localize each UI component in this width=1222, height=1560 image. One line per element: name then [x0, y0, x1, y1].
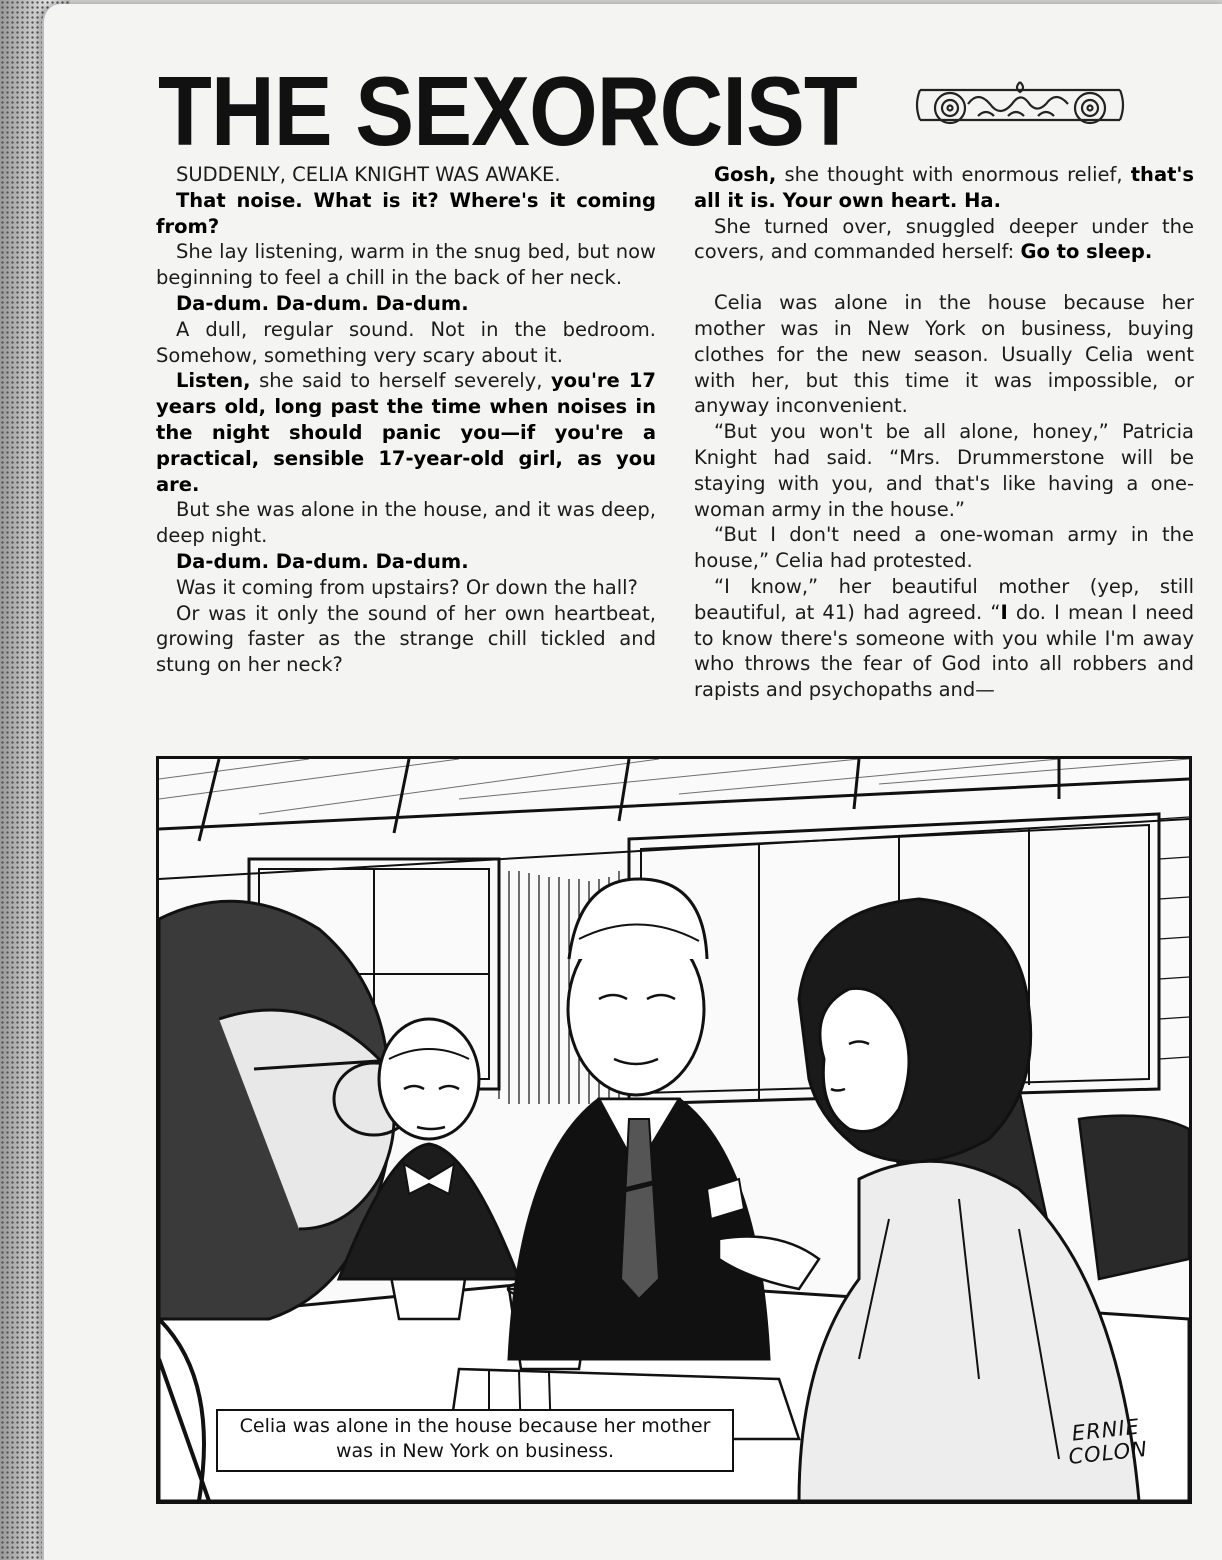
article-column-left	[156, 162, 656, 678]
article-paragraph	[156, 575, 656, 601]
article-title: THE SEXORCIST	[158, 56, 857, 166]
article-paragraph	[156, 291, 656, 317]
text-run: Was it coming from upstairs? Or down the hall?	[176, 575, 638, 599]
article-paragraph	[156, 317, 656, 369]
bold-text-run: Da-dum. Da-dum. Da-dum.	[176, 549, 469, 573]
text-run: “I know,” her beautiful mother (yep, still beautiful, at 41) had agreed. “	[694, 574, 1194, 624]
artist-signature-line-2: COLON	[1067, 1436, 1149, 1470]
text-run: do. I mean I need to know there's someone with you while I'm away who throws the fear of God into all robbers and rapists and psychopaths and—	[694, 600, 1194, 702]
text-run: She turned over, snuggled deeper under the covers, and commanded herself:	[694, 214, 1194, 264]
article-paragraph	[694, 574, 1194, 703]
article-paragraph	[156, 368, 656, 497]
bold-text-run: Go to sleep.	[1020, 240, 1153, 264]
illustration-panel	[156, 756, 1192, 1504]
artist-signature-line-1: ERNIE	[1070, 1414, 1141, 1446]
text-run: Or was it only the sound of her own heartbeat, growing faster as the strange chill tickled and stung on her neck?	[156, 601, 656, 677]
text-run: she said to herself severely,	[250, 369, 551, 393]
text-run: But she was alone in the house, and it was deep, deep night.	[156, 498, 656, 548]
text-run: “But you won't be all alone, honey,” Patricia Knight had said. “Mrs. Drummerstone will be staying with you, and that's like having a one-woman army in the house.”	[694, 420, 1194, 521]
article-paragraph	[156, 188, 656, 240]
bold-text-run: that's all it is. Your own heart. Ha.	[694, 163, 1194, 212]
bold-text-run: Da-dum. Da-dum. Da-dum.	[176, 291, 469, 315]
text-run: “But I don't need a one-woman army in the house,” Celia had protested.	[694, 523, 1194, 573]
article-paragraph	[694, 162, 1194, 214]
article-paragraph	[156, 162, 656, 188]
bold-text-run: you're 17 years old, long past the time when noises in the night should panic you—if you're a practical, sensible 17-year-old girl, as you are.	[156, 369, 657, 496]
text-run: she thought with enormous relief,	[776, 163, 1131, 186]
article-paragraph	[694, 290, 1194, 419]
article-paragraph	[694, 522, 1194, 574]
text-run: She lay listening, warm in the snug bed, but now beginning to feel a chill in the back of her neck.	[156, 240, 656, 290]
bold-text-run: Gosh,	[714, 163, 777, 186]
scroll-ornament-icon	[912, 76, 1128, 134]
bold-text-run: That noise. What is it? Where's it coming from?	[156, 188, 656, 238]
text-run: SUDDENLY, CELIA KNIGHT WAS AWAKE.	[176, 163, 561, 186]
illustration-artwork	[159, 759, 1189, 1501]
bold-text-run: I	[1000, 600, 1008, 624]
article-paragraph	[694, 214, 1194, 266]
article-paragraph	[156, 601, 656, 678]
text-run: Celia was alone in the house because her mother was in New York on business, buying clothes for the new season. Usually Celia went with her, but this time it was impossible, or anyway inconvenient.	[694, 291, 1194, 418]
text-run: A dull, regular sound. Not in the bedroom. Somehow, something very scary about it.	[156, 317, 656, 367]
article-paragraph	[694, 419, 1194, 522]
illustration-caption: Celia was alone in the house because her mother was in New York on business.	[216, 1409, 734, 1472]
article-column-right	[694, 162, 1194, 703]
article-paragraph	[156, 549, 656, 575]
article-paragraph	[156, 497, 656, 549]
article-paragraph	[156, 239, 656, 291]
bold-text-run: Listen,	[176, 369, 251, 393]
